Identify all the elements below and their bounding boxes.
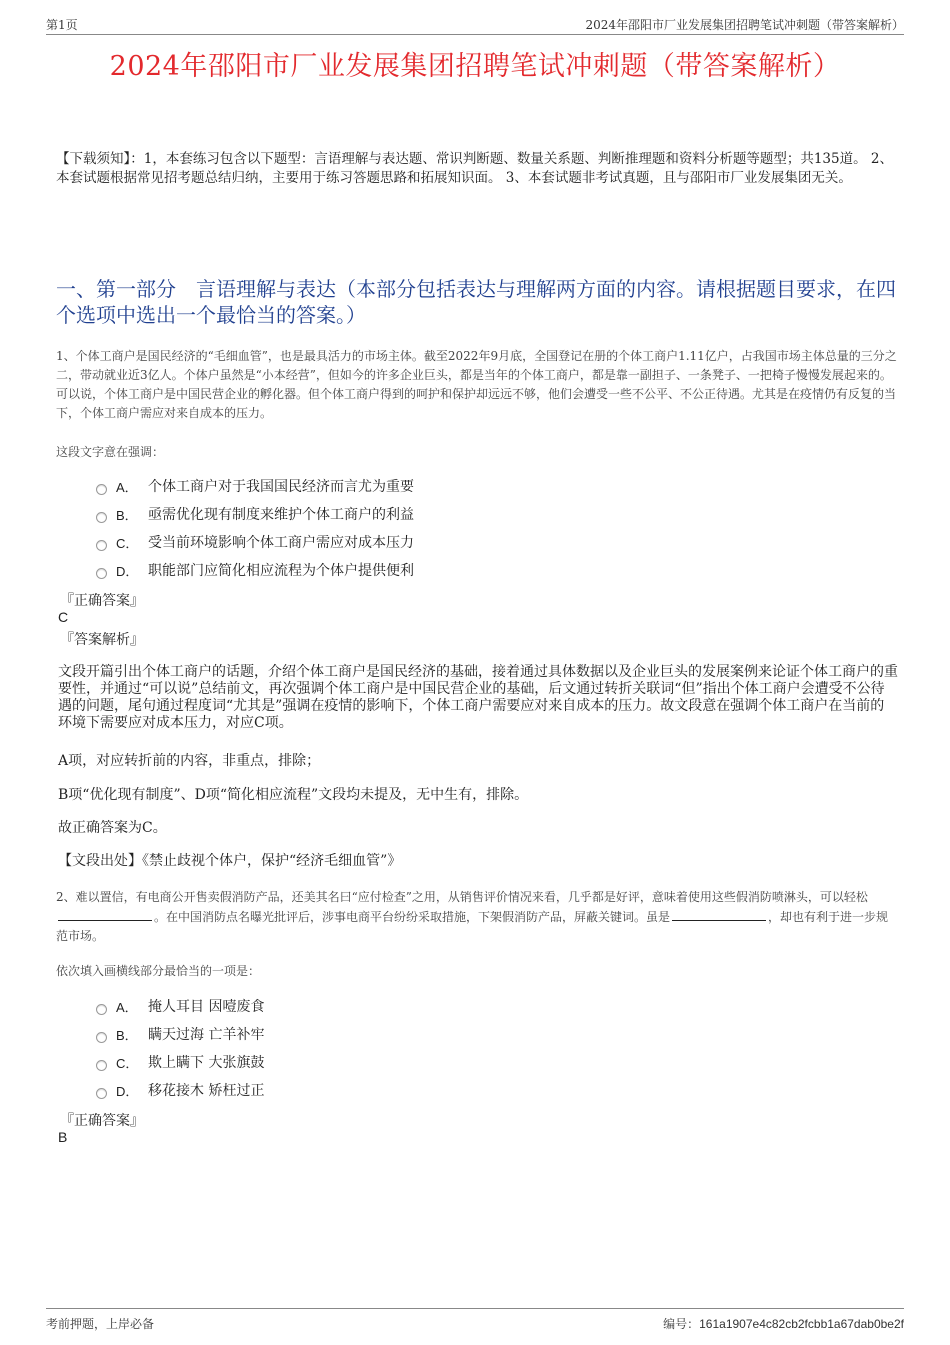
question-2-option-a[interactable] <box>96 992 696 1020</box>
footer-code-value: 161a1907e4c82cb2fcbb1a67dab0be2f <box>699 1317 904 1331</box>
option-text: 个体工商户对于我国国民经济而言尤为重要 <box>148 479 414 495</box>
question-2-answer-label: 『正确答案』 <box>60 1113 144 1129</box>
option-text: 欺上瞒下 大张旗鼓 <box>148 1055 265 1071</box>
question-1-point-a: A项，对应转折前的内容，非重点，排除； <box>58 753 321 769</box>
question-1-prompt: 这段文字意在强调： <box>56 445 165 459</box>
question-1-option-b[interactable] <box>96 500 696 528</box>
option-text: 亟需优化现有制度来维护个体工商户的利益 <box>148 507 414 523</box>
download-notice: 【下载须知】：1，本套练习包含以下题型：言语理解与表达题、常识判断题、数量关系题、判断推理题和资料分析题等题型；共135道。 2、本套试题根据常见招考题总结归纳，主要用于练习答题思路和拓展知识面。 3、本套试题非考试真题，且与邵阳市厂业发展集团无关。 <box>56 151 893 186</box>
question-1-text: 1、个体工商户是国民经济的“毛细血管”，也是最具活力的市场主体。截至2022年9月底，全国登记在册的个体工商户1.11亿户，占我国市场主体总量的三分之二，带动就业近3亿人。个体户虽然是“小本经营”，但如今的许多企业巨头，都是当年的个体工商户，都是靠一副担子、一条凳子、一把椅子慢慢发展起来的。可以说，个体工商户是中国民营企业的孵化器。但个体工商户得到的呵护和保护却远远不够，他们会遭受一些不公平、不公正待遇。尤其是在疫情仍有反复的当下，个体工商户需应对来自成本的压力。 <box>56 349 897 420</box>
radio-button-icon[interactable] <box>96 1060 107 1071</box>
question-2-text-part2: 。在中国消防点名曝光批评后，涉事电商平台纷纷采取措施，下架假消防产品，屏蔽关键词。虽是 <box>154 910 671 924</box>
page-footer <box>46 1308 904 1339</box>
question-1-options <box>96 472 696 584</box>
radio-button-icon[interactable] <box>96 1004 107 1015</box>
question-2-text <box>56 888 898 946</box>
option-text: 职能部门应简化相应流程为个体户提供便利 <box>148 563 414 579</box>
header-doc-title: 2024年邵阳市厂业发展集团招聘笔试冲刺题（带答案解析） <box>585 18 904 32</box>
question-2-options <box>96 992 696 1104</box>
question-1-source: 【文段出处】《禁止歧视个体户，保护“经济毛细血管”》 <box>58 853 402 869</box>
page-number: 第1页 <box>46 18 78 32</box>
question-1-option-a[interactable] <box>96 472 696 500</box>
option-letter: D． <box>116 563 139 579</box>
option-text: 掩人耳目 因噎废食 <box>148 999 265 1015</box>
question-2-text-part3: ，却也有利于进一步规范市场。 <box>56 910 889 943</box>
radio-button-icon[interactable] <box>96 484 107 495</box>
question-1-point-bd: B项“优化现有制度”、D项“简化相应流程”文段均未提及，无中生有，排除。 <box>58 787 529 803</box>
radio-button-icon[interactable] <box>96 540 107 551</box>
radio-button-icon[interactable] <box>96 1032 107 1043</box>
question-2-prompt: 依次填入画横线部分最恰当的一项是： <box>56 964 261 978</box>
option-text: 受当前环境影响个体工商户需应对成本压力 <box>148 535 414 551</box>
question-1-answer: C <box>58 609 69 625</box>
section-title: 一、第一部分 言语理解与表达（本部分包括表达与理解两方面的内容。请根据题目要求，在四个选项中选出一个最恰当的答案。） <box>56 277 896 327</box>
fill-blank-1 <box>58 907 152 921</box>
question-1-analysis-label: 『答案解析』 <box>60 632 144 648</box>
option-letter: A． <box>116 479 138 495</box>
option-text: 移花接木 矫枉过正 <box>148 1083 265 1099</box>
option-letter: B． <box>116 1027 138 1043</box>
question-2-option-d[interactable] <box>96 1076 696 1104</box>
option-letter: C． <box>116 1055 139 1071</box>
question-2-answer: B <box>58 1129 68 1145</box>
option-letter: C． <box>116 535 139 551</box>
question-1-option-c[interactable] <box>96 528 696 556</box>
fill-blank-2 <box>672 907 766 921</box>
question-1-option-d[interactable] <box>96 556 696 584</box>
radio-button-icon[interactable] <box>96 1088 107 1099</box>
radio-button-icon[interactable] <box>96 568 107 579</box>
option-letter: A． <box>116 999 138 1015</box>
question-1-answer-label: 『正确答案』 <box>60 593 144 609</box>
document-title: 2024年邵阳市厂业发展集团招聘笔试冲刺题（带答案解析） <box>109 51 841 82</box>
question-2-text-part1: 2、难以置信，有电商公开售卖假消防产品，还美其名曰“应付检查”之用，从销售评价情况来看，几乎都是好评，意味着使用这些假消防喷淋头，可以轻松 <box>56 890 868 904</box>
question-2-option-c[interactable] <box>96 1048 696 1076</box>
option-letter: B． <box>116 507 138 523</box>
footer-code-label: 编号： <box>663 1317 700 1331</box>
option-letter: D． <box>116 1083 139 1099</box>
option-text: 瞒天过海 亡羊补牢 <box>148 1027 265 1043</box>
footer-slogan: 考前押题，上岸必备 <box>46 1317 155 1331</box>
footer-code <box>663 1315 904 1332</box>
question-1-analysis: 文段开篇引出个体工商户的话题，介绍个体工商户是国民经济的基础，接着通过具体数据以及企业巨头的发展案例来论证个体工商户的重要性，并通过“可以说”总结前文，再次强调个体工商户是中国民营企业的基础，后文通过转折关联词“但”指出个体工商户会遭受不公待遇的问题，尾句通过程度词“尤其是”强调在疫情的影响下，个体工商户需要应对来自成本的压力。故文段意在强调个体工商户在当前的环境下需要应对成本压力，对应C项。 <box>58 664 898 731</box>
page-header <box>46 14 904 35</box>
radio-button-icon[interactable] <box>96 512 107 523</box>
question-1-conclusion: 故正确答案为C。 <box>58 820 167 836</box>
question-2-option-b[interactable] <box>96 1020 696 1048</box>
